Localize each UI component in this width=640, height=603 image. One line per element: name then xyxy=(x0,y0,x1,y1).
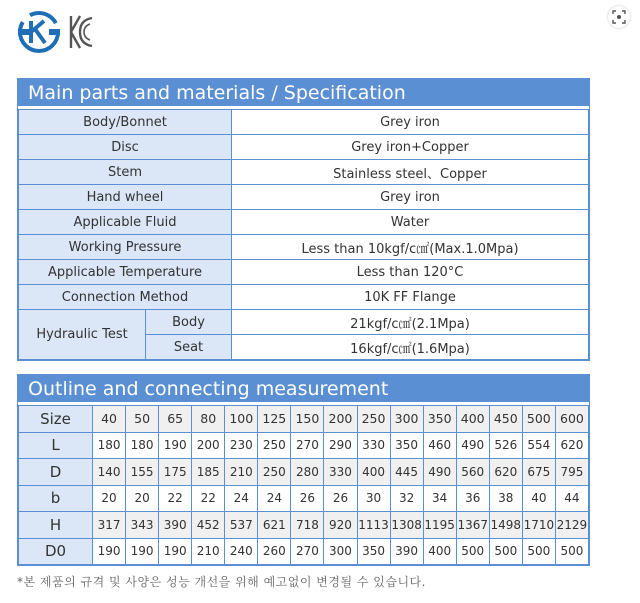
outline-cell: 500 xyxy=(489,538,522,565)
outline-cell: 795 xyxy=(555,459,588,486)
outline-cell: 100 xyxy=(225,406,258,433)
outline-row-label: b xyxy=(19,485,93,512)
spec-row xyxy=(19,160,589,185)
outline-cell: 350 xyxy=(357,538,390,565)
outline-cell: 270 xyxy=(291,432,324,459)
outline-cell: 250 xyxy=(258,432,291,459)
outline-cell: 300 xyxy=(324,538,357,565)
outline-cell: 450 xyxy=(489,406,522,433)
outline-cell: 290 xyxy=(324,432,357,459)
kc-certification-logo-icon xyxy=(16,9,62,55)
outline-cell: 180 xyxy=(93,432,126,459)
outline-cell: 2129 xyxy=(555,512,588,539)
outline-cell: 140 xyxy=(93,459,126,486)
outline-cell: 330 xyxy=(324,459,357,486)
outline-cell: 24 xyxy=(258,485,291,512)
outline-cell: 350 xyxy=(423,406,456,433)
outline-cell: 30 xyxy=(357,485,390,512)
outline-cell: 40 xyxy=(522,485,555,512)
spec-label: Applicable Fluid xyxy=(19,210,232,235)
outline-cell: 250 xyxy=(357,406,390,433)
outline-cell: 180 xyxy=(126,432,159,459)
outline-cell: 20 xyxy=(126,485,159,512)
outline-cell: 300 xyxy=(390,406,423,433)
outline-cell: 560 xyxy=(456,459,489,486)
outline-cell: 200 xyxy=(192,432,225,459)
outline-cell: 1195 xyxy=(423,512,456,539)
visual-search-button[interactable] xyxy=(608,6,630,28)
spec-value: Grey iron xyxy=(232,110,589,135)
outline-row-size xyxy=(19,406,589,433)
spec-value: 10K FF Flange xyxy=(232,285,589,310)
outline-cell: 190 xyxy=(93,538,126,565)
certification-logos xyxy=(16,8,94,56)
outline-cell: 490 xyxy=(456,432,489,459)
outline-row-d0 xyxy=(19,538,589,565)
specification-title: Main parts and materials / Specification xyxy=(18,79,589,109)
outline-cell: 400 xyxy=(456,406,489,433)
outline-row-label: D xyxy=(19,459,93,486)
outline-row-h xyxy=(19,512,589,539)
outline-cell: 190 xyxy=(126,538,159,565)
outline-row-label: H xyxy=(19,512,93,539)
outline-cell: 390 xyxy=(390,538,423,565)
hydraulic-body-label: Body xyxy=(146,310,232,335)
outline-cell: 250 xyxy=(258,459,291,486)
outline-cell: 500 xyxy=(522,406,555,433)
outline-cell: 1710 xyxy=(522,512,555,539)
outline-row-label: D0 xyxy=(19,538,93,565)
spec-label: Hand wheel xyxy=(19,185,232,210)
spec-label: Applicable Temperature xyxy=(19,260,232,285)
outline-cell: 537 xyxy=(225,512,258,539)
spec-value: Less than 10kgf/c㎠(Max.1.0Mpa) xyxy=(232,235,589,260)
spec-row xyxy=(19,260,589,285)
outline-cell: 343 xyxy=(126,512,159,539)
outline-cell: 38 xyxy=(489,485,522,512)
spec-value: Less than 120°C xyxy=(232,260,589,285)
outline-cell: 22 xyxy=(192,485,225,512)
outline-cell: 32 xyxy=(390,485,423,512)
outline-cell: 390 xyxy=(159,512,192,539)
hydraulic-test-label: Hydraulic Test xyxy=(19,310,146,360)
spec-value: Stainless steel、Copper xyxy=(232,160,589,185)
outline-cell: 190 xyxy=(159,432,192,459)
outline-cell: 24 xyxy=(225,485,258,512)
outline-cell: 1498 xyxy=(489,512,522,539)
spec-row xyxy=(19,135,589,160)
spec-value: Grey iron xyxy=(232,185,589,210)
spec-label: Stem xyxy=(19,160,232,185)
outline-cell: 270 xyxy=(291,538,324,565)
outline-cell: 317 xyxy=(93,512,126,539)
outline-cell: 185 xyxy=(192,459,225,486)
spec-row xyxy=(19,185,589,210)
spec-row-hydraulic-body xyxy=(19,310,589,335)
outline-cell: 600 xyxy=(555,406,588,433)
outline-cell: 1308 xyxy=(390,512,423,539)
outline-cell: 350 xyxy=(390,432,423,459)
hydraulic-seat-value: 16kgf/c㎠(1.6Mpa) xyxy=(232,335,589,360)
outline-cell: 34 xyxy=(423,485,456,512)
spec-row xyxy=(19,110,589,135)
spec-label: Connection Method xyxy=(19,285,232,310)
outline-cell: 620 xyxy=(555,432,588,459)
outline-cell: 1113 xyxy=(357,512,390,539)
outline-row-l xyxy=(19,432,589,459)
outline-cell: 155 xyxy=(126,459,159,486)
outline-cell: 190 xyxy=(159,538,192,565)
outline-cell: 400 xyxy=(357,459,390,486)
outline-cell: 150 xyxy=(291,406,324,433)
outline-cell: 210 xyxy=(192,538,225,565)
outline-cell: 718 xyxy=(291,512,324,539)
kc-mark-logo-icon xyxy=(68,12,94,52)
outline-measurement-table xyxy=(17,374,590,566)
outline-row-label: Size xyxy=(19,406,93,433)
spec-label: Body/Bonnet xyxy=(19,110,232,135)
outline-cell: 400 xyxy=(423,538,456,565)
outline-cell: 554 xyxy=(522,432,555,459)
outline-cell: 26 xyxy=(324,485,357,512)
outline-cell: 40 xyxy=(93,406,126,433)
outline-cell: 200 xyxy=(324,406,357,433)
outline-cell: 280 xyxy=(291,459,324,486)
outline-cell: 22 xyxy=(159,485,192,512)
outline-cell: 452 xyxy=(192,512,225,539)
outline-cell: 65 xyxy=(159,406,192,433)
outline-row-d xyxy=(19,459,589,486)
outline-row-b xyxy=(19,485,589,512)
outline-cell: 36 xyxy=(456,485,489,512)
hydraulic-seat-label: Seat xyxy=(146,335,232,360)
visual-search-icon xyxy=(612,10,626,24)
outline-cell: 260 xyxy=(258,538,291,565)
outline-cell: 240 xyxy=(225,538,258,565)
outline-cell: 620 xyxy=(489,459,522,486)
outline-cell: 50 xyxy=(126,406,159,433)
outline-title: Outline and connecting measurement xyxy=(18,375,589,405)
outline-cell: 1367 xyxy=(456,512,489,539)
outline-cell: 675 xyxy=(522,459,555,486)
spec-label: Working Pressure xyxy=(19,235,232,260)
outline-cell: 500 xyxy=(522,538,555,565)
outline-cell: 26 xyxy=(291,485,324,512)
outline-cell: 175 xyxy=(159,459,192,486)
outline-cell: 920 xyxy=(324,512,357,539)
outline-cell: 526 xyxy=(489,432,522,459)
outline-cell: 330 xyxy=(357,432,390,459)
disclaimer-note: *본 제품의 규격 및 사양은 성능 개선을 위해 예고없이 변경될 수 있습니다. xyxy=(17,575,426,589)
outline-cell: 80 xyxy=(192,406,225,433)
outline-cell: 490 xyxy=(423,459,456,486)
spec-value: Water xyxy=(232,210,589,235)
outline-cell: 500 xyxy=(555,538,588,565)
outline-cell: 500 xyxy=(456,538,489,565)
outline-cell: 210 xyxy=(225,459,258,486)
outline-cell: 621 xyxy=(258,512,291,539)
outline-cell: 460 xyxy=(423,432,456,459)
spec-row xyxy=(19,235,589,260)
spec-row xyxy=(19,210,589,235)
outline-cell: 20 xyxy=(93,485,126,512)
spec-value: Grey iron+Copper xyxy=(232,135,589,160)
outline-cell: 230 xyxy=(225,432,258,459)
spec-row xyxy=(19,285,589,310)
outline-cell: 445 xyxy=(390,459,423,486)
specification-table xyxy=(17,78,590,361)
outline-cell: 44 xyxy=(555,485,588,512)
outline-cell: 125 xyxy=(258,406,291,433)
outline-row-label: L xyxy=(19,432,93,459)
spec-label: Disc xyxy=(19,135,232,160)
hydraulic-body-value: 21kgf/c㎠(2.1Mpa) xyxy=(232,310,589,335)
